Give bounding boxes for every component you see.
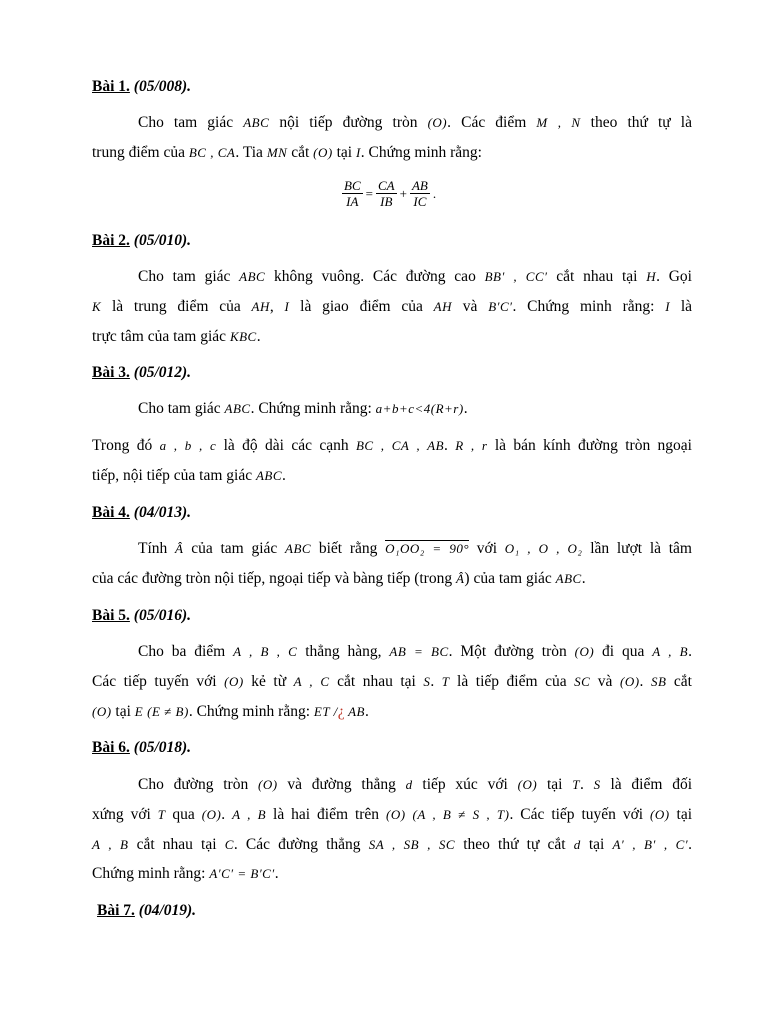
text: .	[274, 865, 279, 882]
problem-4-title	[92, 503, 692, 523]
text: và	[452, 298, 489, 315]
glyph-error: ¿	[337, 703, 345, 720]
text: .	[221, 806, 233, 823]
problem-number: Bài 4.	[92, 504, 130, 521]
fraction	[342, 178, 363, 209]
problem-5-line-3	[92, 702, 692, 722]
text: lần lượt là tâm	[582, 540, 692, 557]
text: Các tiếp tuyến với	[92, 673, 225, 690]
math: BB′ , CC′	[484, 269, 548, 284]
text: cắt nhau tại	[547, 268, 647, 285]
problem-6-line-4	[92, 864, 692, 884]
text: .	[579, 776, 594, 793]
text: là độ dài các cạnh	[216, 437, 356, 454]
math: A′C′ = B′C′	[209, 866, 275, 881]
problem-6-line-2	[92, 805, 692, 825]
text: nội tiếp đường tròn	[269, 114, 428, 131]
problem-1-line-2	[92, 143, 692, 163]
math: R , r	[455, 438, 488, 453]
text: không vuông. Các đường cao	[265, 268, 485, 285]
text: trực tâm của tam giác	[92, 328, 230, 345]
math: ABC	[239, 269, 266, 284]
text: trung điểm của	[92, 144, 189, 161]
math: (O)	[92, 704, 112, 719]
math: KBC	[229, 329, 257, 344]
problem-3-line-2	[92, 436, 692, 456]
text: là giao điểm của	[289, 298, 434, 315]
math: BC , CA , AB	[355, 438, 445, 453]
text: xứng với	[92, 806, 158, 823]
problem-6-line-3	[92, 835, 692, 855]
text: tại	[111, 703, 135, 720]
problem-4-line-1	[138, 539, 692, 559]
text: ) của tam giác	[464, 570, 556, 587]
text: và	[590, 673, 620, 690]
math: ABC	[555, 571, 582, 586]
text: Cho tam giác	[138, 400, 225, 417]
problem-3-line-1	[138, 399, 692, 419]
math: (A , B ≠ S , T)	[412, 807, 510, 822]
math: (O)	[313, 145, 333, 160]
problem-number: Bài 5.	[92, 607, 130, 624]
text: đi qua	[594, 643, 653, 660]
problem-2-line-2	[92, 297, 692, 317]
text: . Một đường tròn	[448, 643, 575, 660]
math: O₁OO₂ = 90°	[385, 541, 470, 556]
problem-1-formula	[340, 178, 437, 209]
text: tiếp xúc với	[412, 776, 518, 793]
math: T	[441, 674, 450, 689]
text: là hai điểm trên	[266, 806, 386, 823]
math: I	[284, 299, 290, 314]
math: (O)	[574, 644, 595, 659]
problem-number: Bài 3.	[92, 364, 130, 381]
problem-code: (04/019).	[138, 902, 197, 919]
math: AH	[433, 299, 452, 314]
text: qua	[165, 806, 202, 823]
text: của tam giác	[183, 540, 286, 557]
text: là điểm đối	[600, 776, 692, 793]
problem-5-line-2	[92, 672, 692, 692]
denominator: IB	[380, 194, 393, 209]
problem-6-line-1	[138, 775, 692, 795]
problem-7-title	[97, 901, 692, 921]
text: .	[639, 673, 651, 690]
text: .	[581, 570, 586, 587]
problem-number: Bài 6.	[92, 739, 130, 756]
text: cắt	[287, 144, 314, 161]
math: AB	[344, 704, 365, 719]
text: tiếp, nội tiếp của tam giác	[92, 467, 256, 484]
text: tại	[580, 836, 613, 853]
text: . Tia	[235, 144, 267, 161]
text: Cho ba điểm	[138, 643, 234, 660]
math: O₁ , O , O₂	[504, 541, 583, 556]
problem-number: Bài 2.	[92, 232, 130, 249]
problem-2-title	[92, 231, 692, 251]
math: Â	[175, 541, 184, 556]
math: ABC	[255, 468, 283, 483]
text: theo thứ tự cắt	[455, 836, 574, 853]
text: . Chứng minh rằng:	[512, 298, 666, 315]
fraction	[376, 178, 397, 209]
problem-5-line-1	[138, 642, 692, 662]
plus-sign: +	[399, 185, 407, 201]
math: ABC	[224, 401, 251, 416]
problem-code: (05/018).	[133, 739, 192, 756]
fraction	[410, 178, 430, 209]
problem-1-title	[92, 77, 692, 97]
math: H	[646, 269, 657, 284]
text: .	[688, 643, 692, 660]
math: (O)	[517, 777, 538, 792]
period: .	[432, 185, 437, 201]
math: SB	[650, 674, 667, 689]
math: SA , SB , SC	[368, 837, 456, 852]
problem-3-title	[92, 363, 692, 383]
math: A , B	[232, 807, 267, 822]
problem-6-title	[92, 738, 692, 758]
math: (O)	[201, 807, 222, 822]
text: với	[469, 540, 505, 557]
text: thẳng hàng,	[297, 643, 390, 660]
math: A , B	[92, 837, 129, 852]
numerator: BC	[344, 178, 361, 193]
text: . Chứng minh rằng:	[250, 400, 376, 417]
problem-code: (04/013).	[133, 504, 192, 521]
denominator: IA	[346, 194, 359, 209]
problem-3-line-3	[92, 466, 692, 486]
text: .	[463, 400, 468, 417]
problem-2-line-1	[138, 267, 692, 287]
math: S	[593, 777, 601, 792]
math: a+b+c<4(R+r)	[375, 401, 464, 416]
text: . Gọi	[656, 268, 692, 285]
text: .	[688, 836, 693, 853]
math: ET /	[313, 704, 338, 719]
problem-1-line-1	[138, 113, 692, 133]
problem-code: (05/008).	[133, 78, 192, 95]
problem-number: Bài 7.	[97, 902, 135, 919]
problem-4-line-2	[92, 569, 692, 589]
math: AH	[251, 299, 270, 314]
math: B′C′	[488, 299, 513, 314]
text: . Chứng minh rằng:	[188, 703, 314, 720]
math: S	[423, 674, 431, 689]
math: I	[355, 145, 361, 160]
math: C	[224, 837, 234, 852]
math: I	[665, 299, 671, 314]
math: SC	[574, 674, 591, 689]
text: theo thứ tự là	[580, 114, 692, 131]
problem-code: (05/016).	[133, 607, 192, 624]
text: cắt nhau tại	[128, 836, 225, 853]
math: (O)	[650, 807, 670, 822]
text: .	[256, 328, 261, 345]
text: là trung điểm của	[101, 298, 252, 315]
text: tại	[669, 806, 693, 823]
problem-number: Bài 1.	[92, 78, 130, 95]
math: AB = BC	[389, 644, 449, 659]
numerator: AB	[411, 178, 428, 193]
text: cắt	[666, 673, 692, 690]
equals-sign: =	[365, 185, 373, 201]
math: MN	[266, 145, 288, 160]
math: T	[572, 777, 580, 792]
problem-code: (05/012).	[133, 364, 192, 381]
text: kẻ từ	[243, 673, 294, 690]
math: Â	[455, 571, 465, 586]
math: (E ≠ B)	[147, 704, 189, 719]
problem-2-line-3	[92, 327, 692, 347]
math: A , C	[293, 674, 330, 689]
numerator: CA	[377, 178, 395, 193]
denominator: IC	[413, 194, 427, 209]
text: Cho tam giác	[138, 268, 240, 285]
math: T	[157, 807, 166, 822]
text: .	[365, 703, 369, 720]
problem-5-title	[92, 606, 692, 626]
text: là bán kính đường tròn ngoại	[487, 437, 692, 454]
text: tại	[537, 776, 573, 793]
text: Tính	[138, 540, 176, 557]
math: (O)	[224, 674, 244, 689]
math: A , B , C	[233, 644, 298, 659]
text: Trong đó	[92, 437, 160, 454]
math: BC , CA	[188, 145, 236, 160]
text: tại	[332, 144, 356, 161]
math: (O)	[619, 674, 640, 689]
math: a , b , c	[159, 438, 217, 453]
math: d	[573, 837, 581, 852]
math: A′ , B′ , C′	[612, 837, 689, 852]
text: .	[430, 673, 442, 690]
text: . Các đường thẳng	[233, 836, 369, 853]
math: E	[134, 704, 144, 719]
text: biết rằng	[311, 540, 386, 557]
math: ABC	[285, 541, 312, 556]
math: ABC	[243, 115, 270, 130]
text: . Các tiếp tuyến với	[509, 806, 651, 823]
text: là tiếp điểm của	[449, 673, 575, 690]
text: . Chứng minh rằng:	[360, 144, 482, 161]
text: .	[444, 437, 456, 454]
text: và đường thẳng	[277, 776, 406, 793]
math: d	[405, 777, 413, 792]
text: .	[282, 467, 286, 484]
math: M , N	[536, 115, 581, 130]
text: là	[670, 298, 693, 315]
text: ,	[269, 298, 285, 315]
text: của các đường tròn nội tiếp, ngoại tiếp và bàng tiếp (trong	[92, 570, 456, 587]
math: K	[92, 299, 102, 314]
text: Cho tam giác	[138, 114, 244, 131]
text: cắt nhau tại	[329, 673, 424, 690]
text: . Các điểm	[447, 114, 537, 131]
math: (O)	[427, 115, 448, 130]
text: Cho đường tròn	[138, 776, 259, 793]
text: Chứng minh rằng:	[92, 865, 210, 882]
math: (O)	[258, 777, 278, 792]
math: (O)	[386, 807, 406, 822]
problem-code: (05/010).	[133, 232, 192, 249]
math: A , B	[652, 644, 689, 659]
